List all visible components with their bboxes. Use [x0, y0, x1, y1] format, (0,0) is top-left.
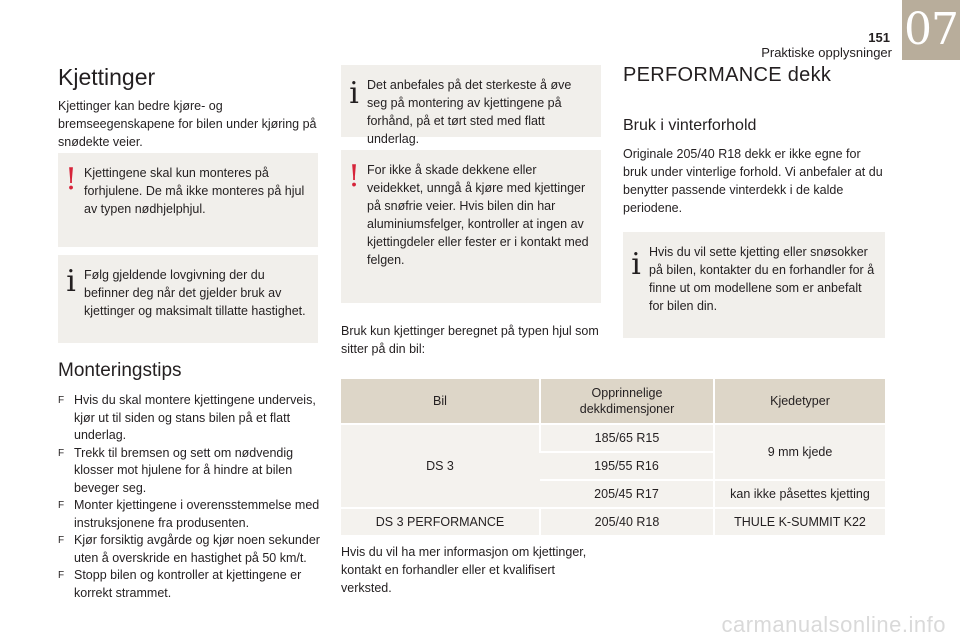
list-item: F Monter kjettingene i overensstemmelse med instruksjonene fra produsenten. — [58, 498, 320, 530]
warning-text: For ikke å skade dekkene eller veidekket, unngå å kjøre med kjettinger på snøfrie veier. Hvis bilen din har aluminiumsfelger, kontroller at ingen av kjettingdeler eller fester er i kontakt med felgen. — [367, 163, 589, 267]
table-cell-car: DS 3 PERFORMANCE — [341, 508, 540, 535]
table-row — [341, 508, 885, 535]
warning-text: Kjettingene skal kun monteres på forhjulene. De må ikke monteres på hjul av typen nødhjelphjul. — [84, 166, 305, 216]
column-header: Kjedetyper — [714, 379, 885, 424]
info-text: Det anbefales på det sterkeste å øve seg på montering av kjettingene på forhånd, på et tørt sted med flatt underlag. — [367, 78, 572, 146]
bullet-icon: F — [58, 535, 65, 546]
intro-text: Kjettinger kan bedre kjøre- og bremseegenskapene for bilen under kjøring på snødekte veier. — [58, 99, 317, 149]
warning-box-damage — [341, 150, 601, 303]
page-title: Kjettinger — [58, 64, 156, 90]
info-icon: i — [66, 264, 76, 299]
table-cell-chain: 9 mm kjede — [714, 424, 885, 480]
info-box-legislation — [58, 255, 318, 343]
warning-box-front-wheels — [58, 153, 318, 247]
section-title: Praktiske opplysninger — [761, 45, 892, 60]
table-cell-dim: 205/40 R18 — [540, 508, 714, 535]
info-text: Følg gjeldende lovgivning der du befinner deg når det gjelder bruk av kjettinger og maksimalt tillatte hastighet. — [84, 268, 306, 318]
column-header: Opprinnelige dekkdimensjoner — [540, 379, 714, 424]
page-number: 151 — [868, 30, 890, 45]
footer-text: Hvis du vil ha mer informasjon om kjettinger, kontakt en forhandler eller et kvalifisert verksted. — [341, 545, 587, 595]
tips-heading: Monteringstips — [58, 360, 182, 381]
warning-icon: ! — [347, 159, 361, 194]
chapter-number: 07 — [902, 0, 960, 60]
winter-text: Originale 205/40 R18 dekk er ikke egne for bruk under vinterlige forhold. Vi anbefaler at du benytter passende vinterdekk i de kalde periodene. — [623, 147, 883, 215]
bullet-icon: F — [58, 500, 65, 511]
performance-title: PERFORMANCE dekk — [623, 64, 832, 86]
chain-table — [341, 379, 885, 535]
table-intro-text: Bruk kun kjettinger beregnet på typen hjul som sitter på din bil: — [341, 324, 599, 356]
watermark: carmanualsonline.info — [721, 612, 946, 637]
table-cell-car: DS 3 — [341, 424, 540, 508]
bullet-icon: F — [58, 395, 65, 406]
list-item: F Hvis du skal montere kjettingene underveis, kjør ut til siden og stans bilen på et flatt underlag. — [58, 393, 316, 442]
table-row — [341, 424, 885, 452]
table-cell-chain: kan ikke påsettes kjetting — [714, 480, 885, 508]
table-cell-dim: 185/65 R15 — [540, 424, 714, 452]
list-item: F Trekk til bremsen og sett om nødvendig klosser mot hjulene for å hindre at bilen beveger seg. — [58, 445, 294, 495]
table-cell-dim: 205/45 R17 — [540, 480, 714, 508]
winter-subtitle: Bruk i vinterforhold — [623, 117, 757, 134]
info-box-dealer — [623, 232, 885, 338]
list-item: F Stopp bilen og kontroller at kjettingene er korrekt strammet. — [58, 568, 302, 600]
table-header-row — [341, 379, 885, 424]
table-cell-chain: THULE K-SUMMIT K22 — [714, 508, 885, 535]
list-item: F Kjør forsiktig avgårde og kjør noen sekunder uten å overskride en hastighet på 50 km/t. — [58, 533, 320, 565]
bullet-icon: F — [58, 447, 65, 459]
column-header: Bil — [341, 379, 540, 424]
warning-icon: ! — [64, 162, 78, 197]
tips-list — [58, 392, 322, 602]
info-box-practice — [341, 65, 601, 146]
bullet-icon: F — [58, 570, 65, 581]
table-cell-dim: 195/55 R16 — [540, 452, 714, 480]
info-text: Hvis du vil sette kjetting eller snøsokker på bilen, kontakter du en forhandler for å finne ut om modellene som er anbefalt for bilen din. — [649, 245, 875, 313]
info-icon: i — [631, 247, 641, 282]
info-icon: i — [349, 76, 359, 111]
